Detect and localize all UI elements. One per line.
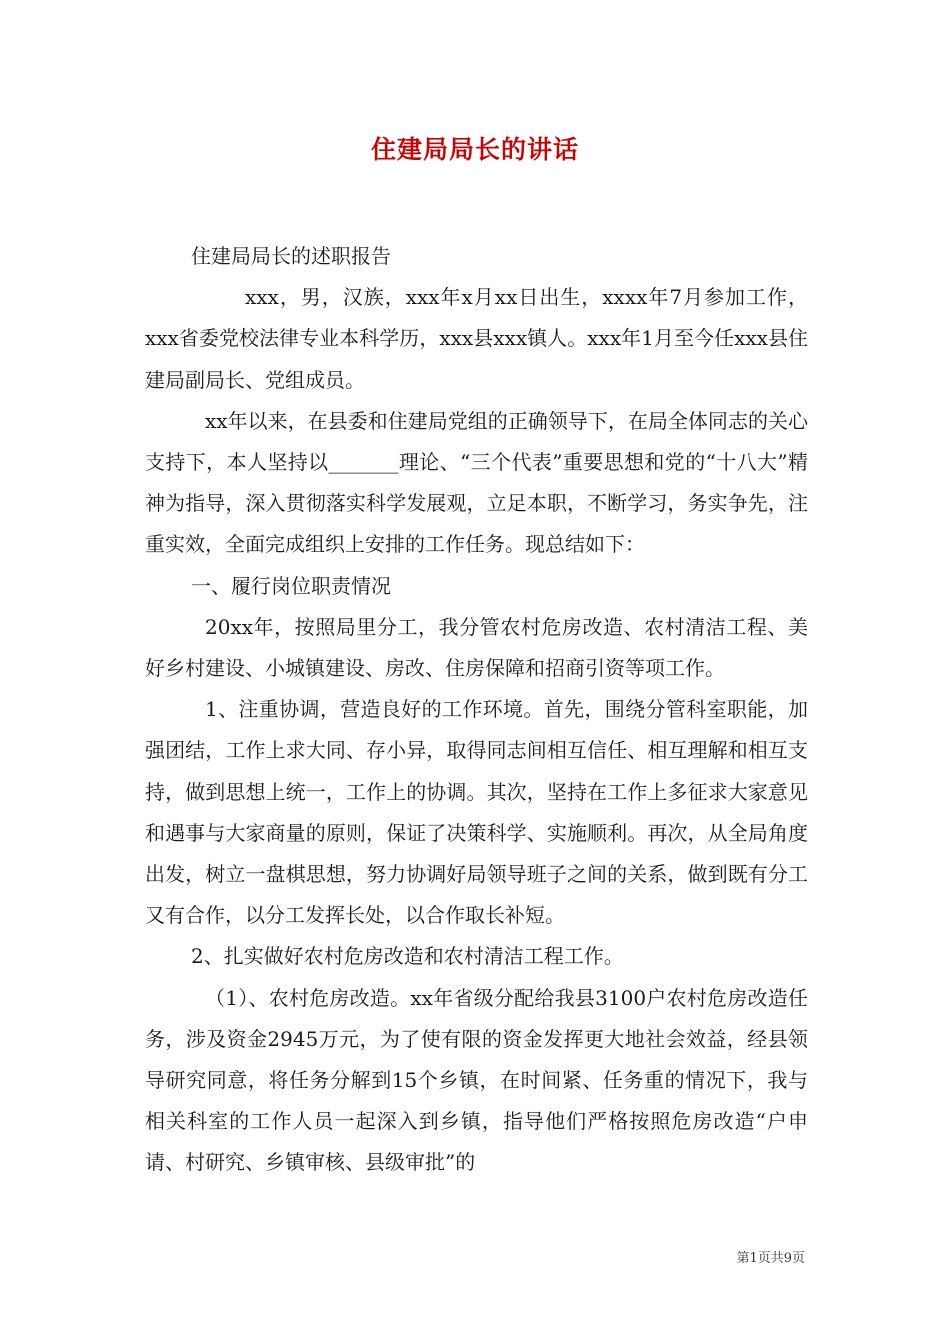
report-heading: 住建局局长的述职报告 xyxy=(191,244,391,268)
document-body xyxy=(145,236,808,1184)
paragraph-rural-housing: （1）、农村危房改造。xx年省级分配给我县3100户农村危房改造任务，涉及资金2945万元，为了使有限的资金发挥更大地社会效益，经县领导研究同意，将任务分解到15个乡镇，在时间紧、任务重的情况下，我与相关科室的工作人员一起深入到乡镇，指导他们严格按照危房改造“户申请、村研究、乡镇审核、县级审批”的 xyxy=(145,985,808,1175)
paragraph-duties: 20xx年，按照局里分工，我分管农村危房改造、农村清洁工程、美好乡村建设、小城镇建设、房改、住房保障和招商引资等项工作。 xyxy=(145,614,808,681)
page-number: 第1页共9页 xyxy=(736,1251,805,1266)
paragraph-rural-work: 2、扎实做好农村危房改造和农村清洁工程工作。 xyxy=(191,944,624,969)
paragraph-bio: xxx，男，汉族，xxx年x月xx日出生，xxxx年7月参加工作，xxx省委党校法律专业本科学历，xxx县xxx镇人。xxx年1月至今任xxx县住建局副局长、党组成员。 xyxy=(145,285,808,392)
section-heading-1: 一、履行岗位职责情况 xyxy=(191,573,391,598)
paragraph-intro: xx年以来，在县委和住建局党组的正确领导下，在局全体同志的关心支持下，本人坚持以_______理论、“三个代表”重要思想和党的“十八大”精神为指导，深入贯彻落实科学发展观，立足本职，不断学习，务实争先，注重实效，全面完成组织上安排的工作任务。现总结如下： xyxy=(145,408,808,557)
document-title: 住建局局长的讲话 xyxy=(370,135,579,164)
paragraph-coordination: 1、注重协调，营造良好的工作环境。首先，围绕分管科室职能，加强团结，工作上求大同、存小异，取得同志间相互信任、相互理解和相互支持，做到思想上统一，工作上的协调。其次，坚持在工作上多征求大家意见和遇事与大家商量的原则，保证了决策科学、实施顺利。再次，从全局角度出发，树立一盘棋思想，努力协调好局领导班子之间的关系，做到既有分工又有合作，以分工发挥长处，以合作取长补短。 xyxy=(145,697,808,928)
